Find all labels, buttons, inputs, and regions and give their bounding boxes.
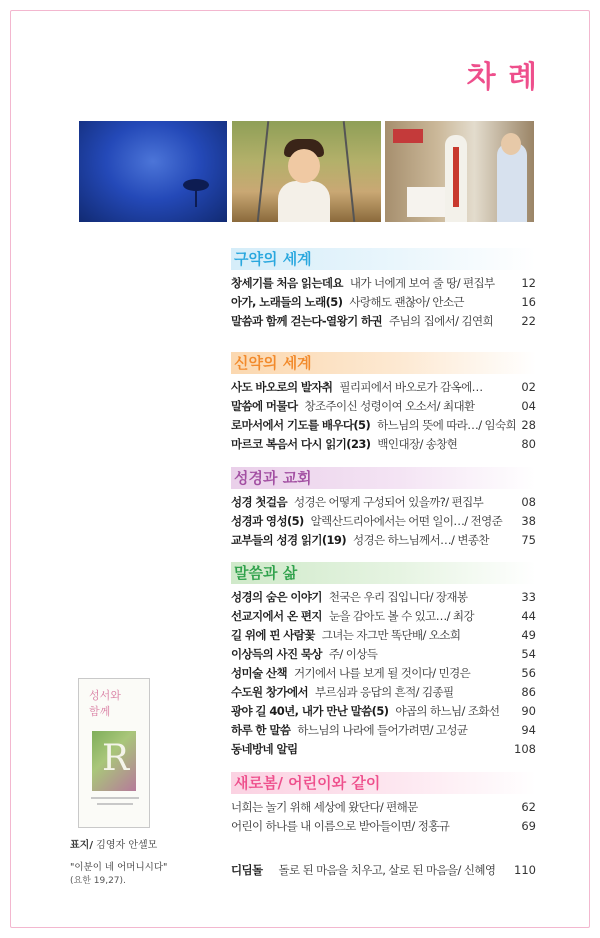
entry-desc: 부르심과 응답의 흔적/ 김종필 [314, 685, 454, 699]
page-number: 69 [521, 819, 536, 833]
entry-title: 성미술 산책 [231, 666, 287, 680]
cover-caption-line [97, 803, 133, 805]
closing-entry [231, 861, 536, 880]
entry-desc: 야곱의 하느님/ 조화선 [395, 704, 500, 718]
entry-title: 성경 첫걸음 [231, 495, 287, 509]
toc-entry[interactable] [231, 435, 536, 454]
entry-title: 동네방네 알림 [231, 742, 298, 756]
section-bible-and-church [231, 467, 536, 550]
priest-ceremony-photo [385, 121, 534, 222]
blue-sky-tree-photo [79, 121, 227, 222]
entry-title: 사도 바오로의 발자취 [231, 380, 333, 394]
toc-entry[interactable] [231, 740, 536, 759]
entry-title: 선교지에서 온 편지 [231, 609, 322, 623]
page-number: 02 [521, 380, 536, 394]
entry-desc: 사랑해도 괜찮아/ 안소근 [349, 295, 464, 309]
page-number: 94 [521, 723, 536, 737]
girl-on-swing-photo [232, 121, 381, 222]
entry-title: 말씀에 머물다 [231, 399, 298, 413]
page-number: 16 [521, 295, 536, 309]
page-number: 54 [521, 647, 536, 661]
entry-title: 말씀과 함께 걷는다-열왕기 하권 [231, 314, 382, 328]
entry-desc: 어린이 하나를 내 이름으로 받아들이면/ 정홍규 [231, 819, 450, 833]
cover-artwork: R [92, 731, 136, 791]
entry-desc: 백인대장/ 송창현 [377, 437, 458, 451]
entry-desc: 성경은 어떻게 구성되어 있을까?/ 편집부 [293, 495, 484, 509]
page-number: 110 [514, 863, 536, 877]
entry-title: 하루 한 말씀 [231, 723, 291, 737]
toc-entry[interactable] [231, 626, 536, 645]
page-number: 90 [521, 704, 536, 718]
page-number: 04 [521, 399, 536, 413]
entry-desc: 창조주이신 성령이여 오소서/ 최대환 [304, 399, 475, 413]
section-heading: 말씀과 삶 [231, 562, 536, 584]
entry-title: 마르코 복음서 다시 읽기(23) [231, 437, 371, 451]
page-number: 80 [521, 437, 536, 451]
cover-label: 표지/ [70, 840, 93, 851]
page-title: 차 례 [466, 60, 538, 95]
page-number: 44 [521, 609, 536, 623]
entry-title: 아가, 노래들의 노래(5) [231, 295, 343, 309]
page-number: 62 [521, 800, 536, 814]
section-word-and-life [231, 562, 536, 759]
toc-entry[interactable] [231, 645, 536, 664]
entry-title: 광야 길 40년, 내가 만난 말씀(5) [231, 704, 389, 718]
page-number: 75 [521, 533, 536, 547]
entry-desc: 알렉산드리아에서는 어떤 일이…/ 전영준 [310, 514, 503, 528]
toc-entry[interactable] [231, 531, 536, 550]
entry-desc: 주/ 이상득 [328, 647, 378, 661]
toc-entry[interactable] [231, 397, 536, 416]
page-number: 28 [521, 418, 536, 432]
entry-desc: 너희는 놀기 위해 세상에 왔단다/ 편해문 [231, 800, 418, 814]
page-number: 86 [521, 685, 536, 699]
entry-desc: 거기에서 나를 보게 될 것이다/ 민경은 [293, 666, 471, 680]
entry-title: 로마서에서 기도를 배우다(5) [231, 418, 371, 432]
section-old-testament [231, 248, 536, 331]
toc-entry[interactable] [231, 312, 536, 331]
section-heading: 신약의 세계 [231, 352, 536, 374]
entry-desc: 하느님의 나라에 들어가려면/ 고성균 [297, 723, 468, 737]
entry-desc: 그녀는 자그만 똑단배/ 오소희 [321, 628, 461, 642]
entry-desc: 돌로 된 마음을 치우고, 살로 된 마음을/ 신혜영 [278, 863, 496, 877]
page-number: 38 [521, 514, 536, 528]
cover-reference: (요한 19,27). [70, 876, 126, 886]
toc-entry[interactable] [231, 293, 536, 312]
toc-entry[interactable] [231, 274, 536, 293]
toc-entry[interactable] [231, 817, 536, 836]
page-number: 33 [521, 590, 536, 604]
entry-desc: 하느님의 뜻에 따라…/ 임숙희 [377, 418, 517, 432]
toc-entry[interactable] [231, 683, 536, 702]
entry-title: 창세기를 처음 읽는데요 [231, 276, 343, 290]
toc-entry[interactable] [231, 664, 536, 683]
section-heading: 새로봄/ 어린이와 같이 [231, 772, 536, 794]
entry-title: 길 위에 핀 사람꽃 [231, 628, 315, 642]
toc-entry[interactable] [231, 607, 536, 626]
entry-desc: 내가 너에게 보여 줄 땅/ 편집부 [349, 276, 495, 290]
entry-desc: 천국은 우리 집입니다/ 장재봉 [328, 590, 468, 604]
entry-title: 성경의 숨은 이야기 [231, 590, 322, 604]
cover-caption-line [91, 797, 139, 799]
cover-caption [70, 836, 230, 886]
page-number: 22 [521, 314, 536, 328]
entry-title: 이상득의 사진 묵상 [231, 647, 322, 661]
page-number: 49 [521, 628, 536, 642]
page-number: 12 [521, 276, 536, 290]
entry-title: 성경과 영성(5) [231, 514, 304, 528]
toc-entry[interactable] [231, 798, 536, 817]
entry-desc: 눈을 감아도 볼 수 있고…/ 최강 [328, 609, 474, 623]
toc-entry[interactable] [231, 416, 536, 435]
toc-entry[interactable] [231, 493, 536, 512]
cover-quote: "이분이 네 어머니시다" [70, 862, 168, 873]
toc-entry[interactable] [231, 512, 536, 531]
toc-entry[interactable] [231, 702, 536, 721]
entry-title: 수도원 창가에서 [231, 685, 308, 699]
cover-artist: 김영자 안셀모 [96, 840, 158, 851]
section-new-spring-children [231, 772, 536, 836]
toc-entry[interactable] [231, 861, 536, 880]
page-number: 08 [521, 495, 536, 509]
entry-desc: 성경은 하느님께서…/ 변종찬 [353, 533, 489, 547]
entry-title: 교부들의 성경 읽기(19) [231, 533, 346, 547]
cover-thumbnail[interactable] [78, 678, 150, 828]
section-heading: 성경과 교회 [231, 467, 536, 489]
section-new-testament [231, 352, 536, 454]
toc-entry[interactable] [231, 588, 536, 607]
entry-desc: 필리피에서 바오로가 감옥에… [339, 380, 483, 394]
section-heading: 구약의 세계 [231, 248, 536, 270]
toc-entry[interactable] [231, 721, 536, 740]
page-number: 108 [514, 742, 536, 756]
cover-title-line2: 함께 [89, 705, 111, 718]
cover-title: 성서와 [89, 689, 121, 702]
toc-entry[interactable] [231, 378, 536, 397]
entry-title: 디딤돌 [231, 863, 263, 877]
entry-desc: 주님의 집에서/ 김연희 [389, 314, 493, 328]
page-number: 56 [521, 666, 536, 680]
